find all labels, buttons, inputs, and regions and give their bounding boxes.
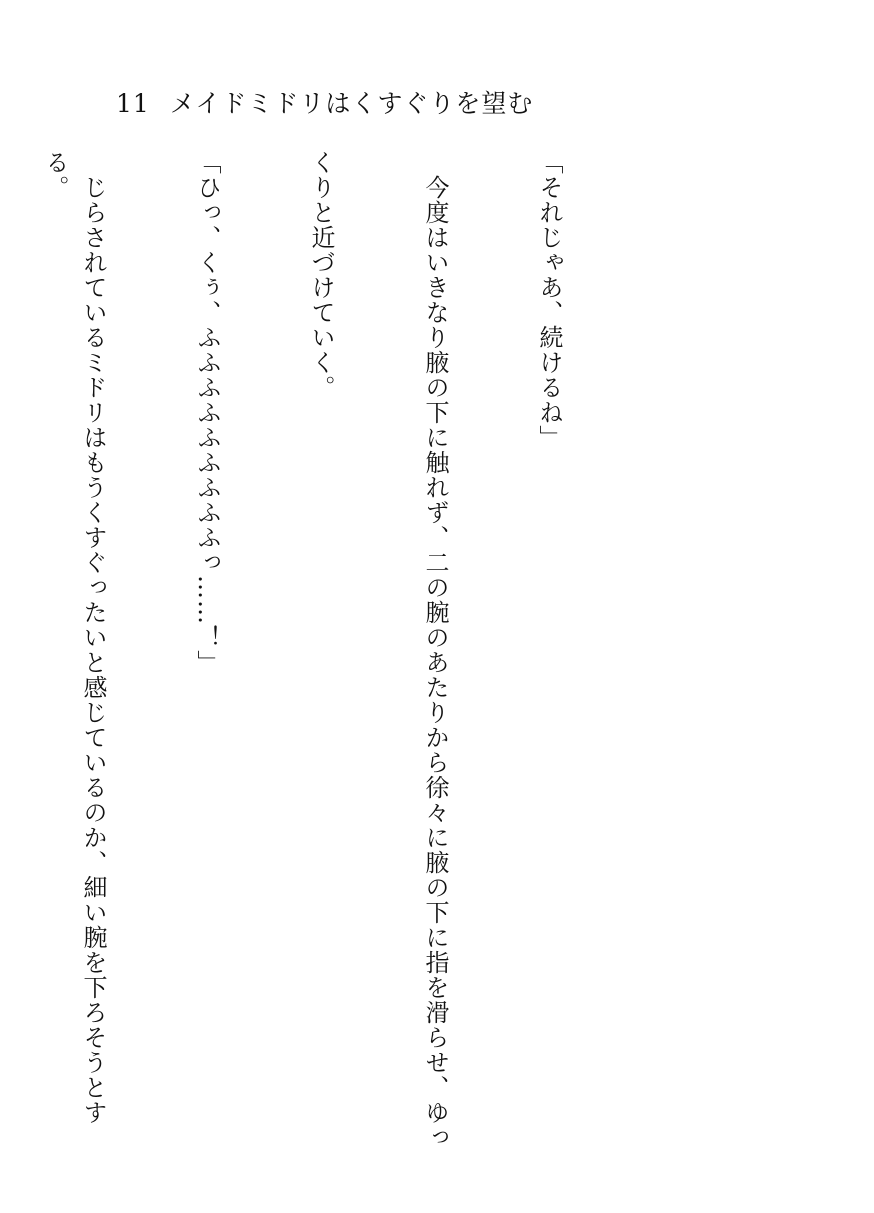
chapter-number: 11 bbox=[116, 89, 150, 118]
text-line: 「ひっ、くぅ、ふふふふふふふふふっ……！」 bbox=[193, 150, 221, 675]
vertical-body-text bbox=[41, 150, 644, 1160]
text-line: 今度はいきなり腋の下に触れず、二の腕のあたりから徐々に腋の下に指を滑らせ、ゆっ bbox=[421, 150, 449, 1150]
text-line: 「それじゃあ、続けるね」 bbox=[535, 150, 563, 450]
text-line: くりと近づけていく。 bbox=[307, 150, 335, 400]
running-header bbox=[116, 84, 533, 120]
chapter-title: メイドミドリはくすぐりを望む bbox=[169, 89, 534, 118]
text-line: じらされているミドリはもうくすぐったいと感じているのか、細い腕を下ろそうとする。 bbox=[41, 150, 107, 1125]
